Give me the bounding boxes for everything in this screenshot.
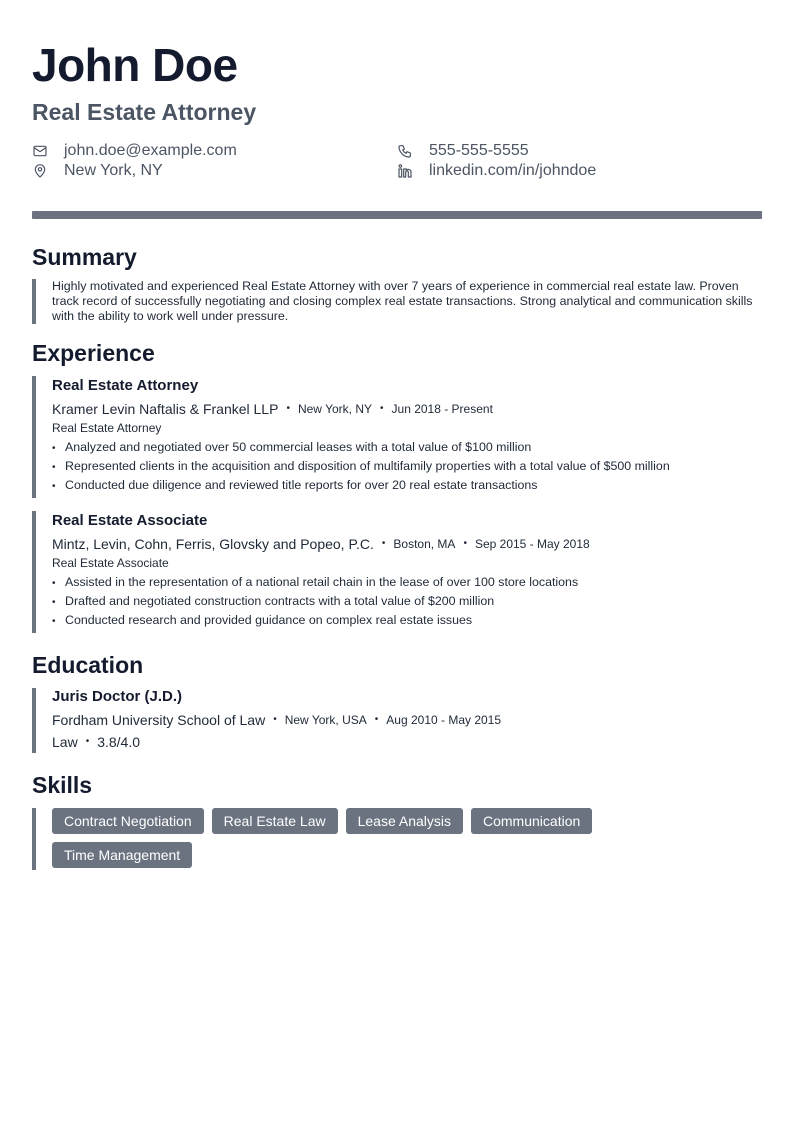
job-entry bbox=[32, 511, 762, 633]
separator-dot: • bbox=[463, 538, 467, 549]
bullet-item: • Analyzed and negotiated over 50 commercial leases with a total value of $100 million bbox=[52, 440, 762, 455]
candidate-name: John Doe bbox=[32, 39, 238, 91]
bullet-item: • Represented clients in the acquisition and disposition of multifamily properties with a total value of $500 million bbox=[52, 459, 762, 474]
experience-heading: Experience bbox=[32, 340, 155, 366]
gpa: 3.8/4.0 bbox=[97, 734, 141, 750]
skill-chip: Lease Analysis bbox=[346, 808, 463, 834]
job-dates: Sep 2015 - May 2018 bbox=[474, 537, 590, 551]
skill-chip: Communication bbox=[471, 808, 592, 834]
job-location: New York, NY bbox=[297, 402, 372, 416]
job-title: Real Estate Associate bbox=[52, 512, 208, 529]
separator-dot: • bbox=[381, 538, 386, 549]
degree-title: Juris Doctor (J.D.) bbox=[52, 688, 183, 705]
location-text: New York, NY bbox=[64, 161, 163, 179]
header-divider bbox=[32, 211, 762, 219]
school-name: Fordham University School of Law bbox=[52, 712, 266, 728]
summary-text: Highly motivated and experienced Real Estate Attorney with over 7 years of experience in commercial real estate law. Proven track record of successfully negotiating and closing complex real estate transactions. Strong analytical and communication skills with the ability to work well under pressure. bbox=[52, 279, 753, 323]
job-dates: Jun 2018 - Present bbox=[391, 402, 493, 416]
education-meta bbox=[52, 711, 762, 729]
bullet-item: • Conducted due diligence and reviewed title reports for over 20 real estate transactions bbox=[52, 478, 762, 493]
job-bullets bbox=[52, 440, 762, 493]
map-pin-icon bbox=[32, 163, 48, 179]
separator-dot: • bbox=[380, 403, 384, 414]
skills-list bbox=[52, 808, 692, 870]
education-dates: Aug 2010 - May 2015 bbox=[386, 713, 502, 727]
skill-chip: Real Estate Law bbox=[212, 808, 338, 834]
job-company: Mintz, Levin, Cohn, Ferris, Glovsky and Popeo, P.C. bbox=[52, 536, 374, 552]
contact-phone[interactable] bbox=[397, 141, 762, 160]
skills-section bbox=[32, 808, 762, 870]
job-entry bbox=[32, 376, 762, 498]
summary-heading: Summary bbox=[32, 244, 137, 270]
phone-text: 555-555-5555 bbox=[429, 141, 529, 159]
separator-dot: • bbox=[374, 714, 379, 725]
bullet-item: • Assisted in the representation of a national retail chain in the lease of over 100 store locations bbox=[52, 575, 762, 590]
candidate-title: Real Estate Attorney bbox=[32, 99, 257, 125]
job-meta bbox=[52, 400, 762, 418]
job-title: Real Estate Attorney bbox=[52, 377, 199, 394]
education-details bbox=[52, 733, 762, 751]
skill-chip: Time Management bbox=[52, 842, 192, 868]
email-text: john.doe@example.com bbox=[64, 141, 237, 159]
skill-chip: Contract Negotiation bbox=[52, 808, 204, 834]
job-subtitle: Real Estate Attorney bbox=[52, 421, 162, 435]
bullet-item: • Conducted research and provided guidance on complex real estate issues bbox=[52, 613, 762, 628]
job-location: Boston, MA bbox=[393, 537, 456, 551]
education-entry bbox=[32, 688, 762, 753]
school-location: New York, USA bbox=[284, 713, 367, 727]
phone-icon bbox=[397, 143, 413, 159]
job-meta bbox=[52, 535, 762, 553]
job-bullets bbox=[52, 575, 762, 628]
contact-linkedin[interactable] bbox=[397, 161, 762, 180]
field-of-study: Law bbox=[52, 734, 78, 750]
contact-list bbox=[32, 141, 762, 180]
education-heading: Education bbox=[32, 652, 144, 678]
summary-section bbox=[32, 279, 762, 324]
separator-dot: • bbox=[85, 736, 90, 747]
bullet-item: • Drafted and negotiated construction contracts with a total value of $200 million bbox=[52, 594, 762, 609]
contact-email[interactable] bbox=[32, 141, 397, 160]
linkedin-text: linkedin.com/in/johndoe bbox=[429, 161, 597, 179]
contact-location bbox=[32, 161, 397, 180]
job-subtitle: Real Estate Associate bbox=[52, 556, 169, 570]
linkedin-icon bbox=[397, 163, 413, 179]
job-company: Kramer Levin Naftalis & Frankel LLP bbox=[52, 401, 279, 417]
skills-heading: Skills bbox=[32, 772, 93, 798]
separator-dot: • bbox=[286, 403, 290, 414]
separator-dot: • bbox=[273, 714, 277, 725]
mail-icon bbox=[32, 143, 48, 159]
